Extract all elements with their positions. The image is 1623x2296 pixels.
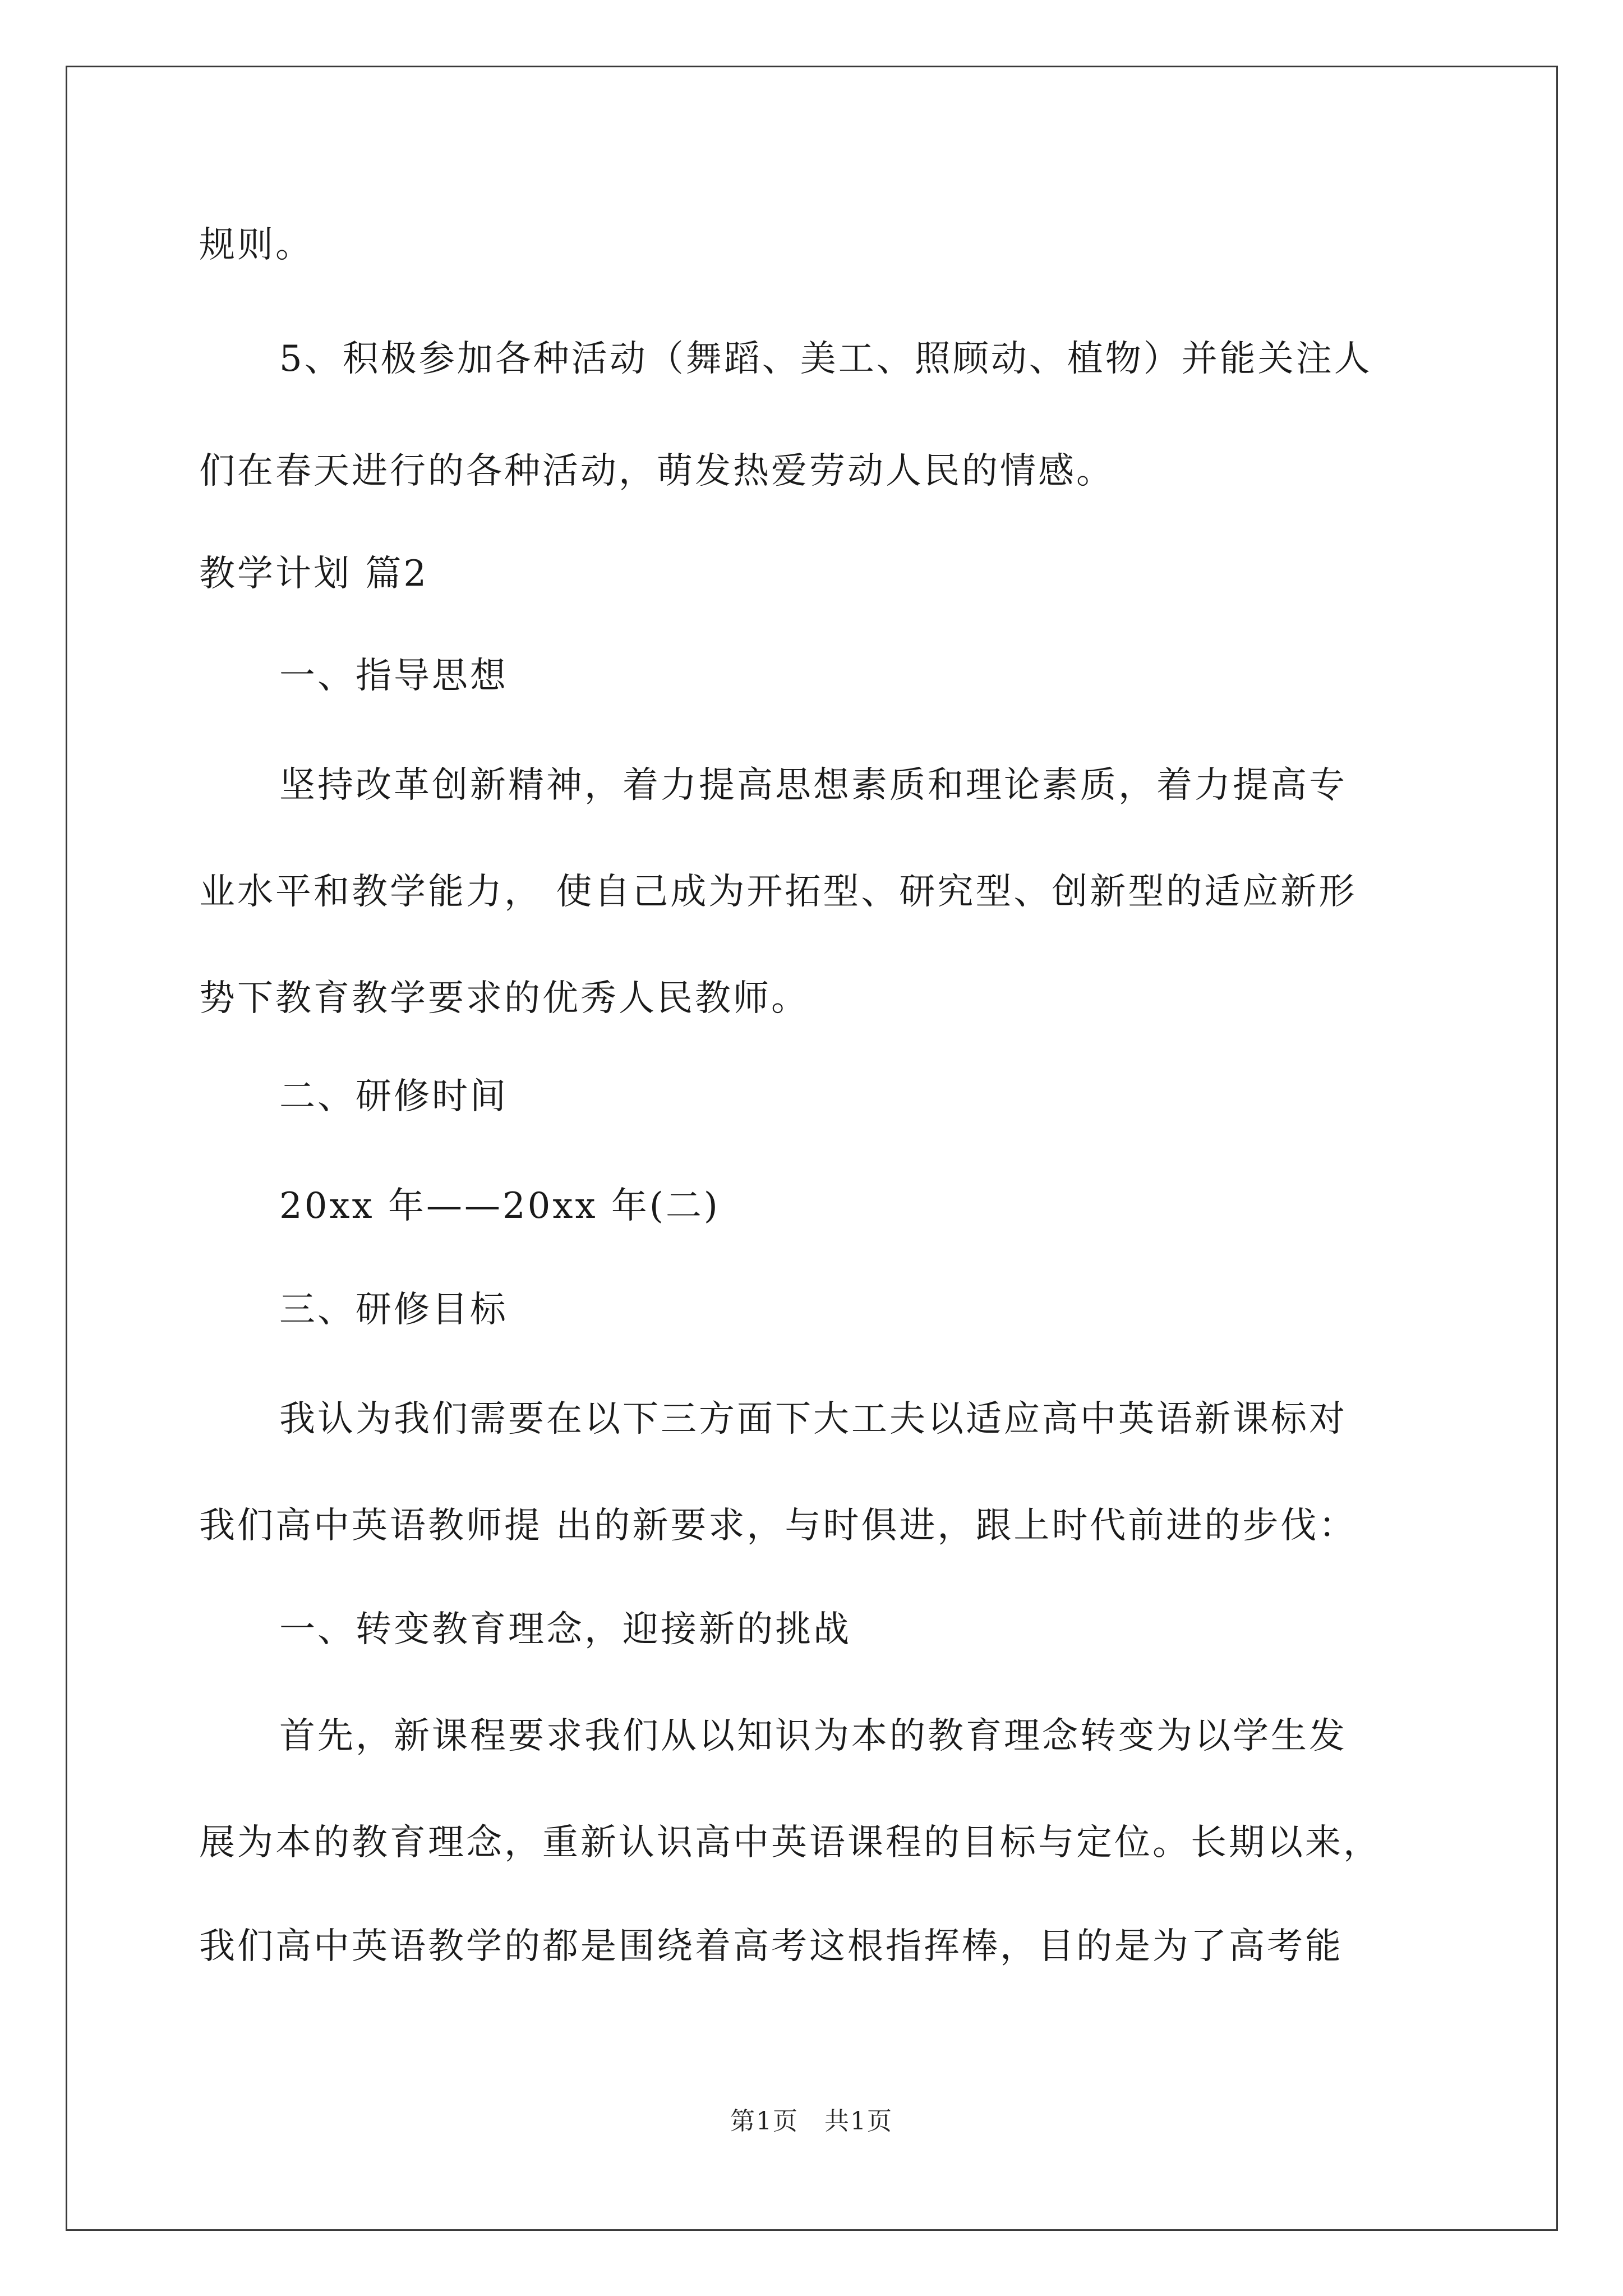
section-heading: 教学计划 篇2 [199,553,429,595]
subsection-heading: 一、指导思想 [279,655,508,697]
subsection-heading: 三、研修目标 [279,1289,508,1331]
subsection-heading: 一、转变教育理念，迎接新的挑战 [279,1609,851,1650]
body-text-line: 规则。 [199,224,313,266]
body-text-line: 我们高中英语教师提 出的新要求，与时俱进，跟上时代前进的步伐： [199,1505,1357,1547]
body-text-line: 坚持改革创新精神，着力提高思想素质和理论素质，着力提高专 [279,765,1347,806]
body-text-line: 们在春天进行的各种活动，萌发热爱劳动人民的情感。 [199,450,1114,492]
body-text-line: 5、积极参加各种活动（舞蹈、美工、照顾动、植物）并能关注人 [279,338,1372,380]
body-text-line: 我们高中英语教学的都是围绕着高考这根指挥棒，目的是为了高考能 [199,1926,1343,1967]
body-text-line: 业水平和教学能力， 使自己成为开拓型、研究型、创新型的适应新形 [199,871,1357,913]
body-text-line: 我认为我们需要在以下三方面下大工夫以适应高中英语新课标对 [279,1398,1347,1440]
page-number-footer: 第1页 共1页 [730,2107,893,2136]
subsection-heading: 二、研修时间 [279,1076,508,1117]
body-text-line: 展为本的教育理念，重新认识高中英语课程的目标与定位。长期以来， [199,1822,1381,1864]
page-border [66,66,1558,2231]
body-text-line: 20xx 年——20xx 年(二) [279,1185,720,1227]
body-text-line: 首先，新课程要求我们从以知识为本的教育理念转变为以学生发 [279,1715,1347,1757]
body-text-line: 势下教育教学要求的优秀人民教师。 [199,978,809,1019]
